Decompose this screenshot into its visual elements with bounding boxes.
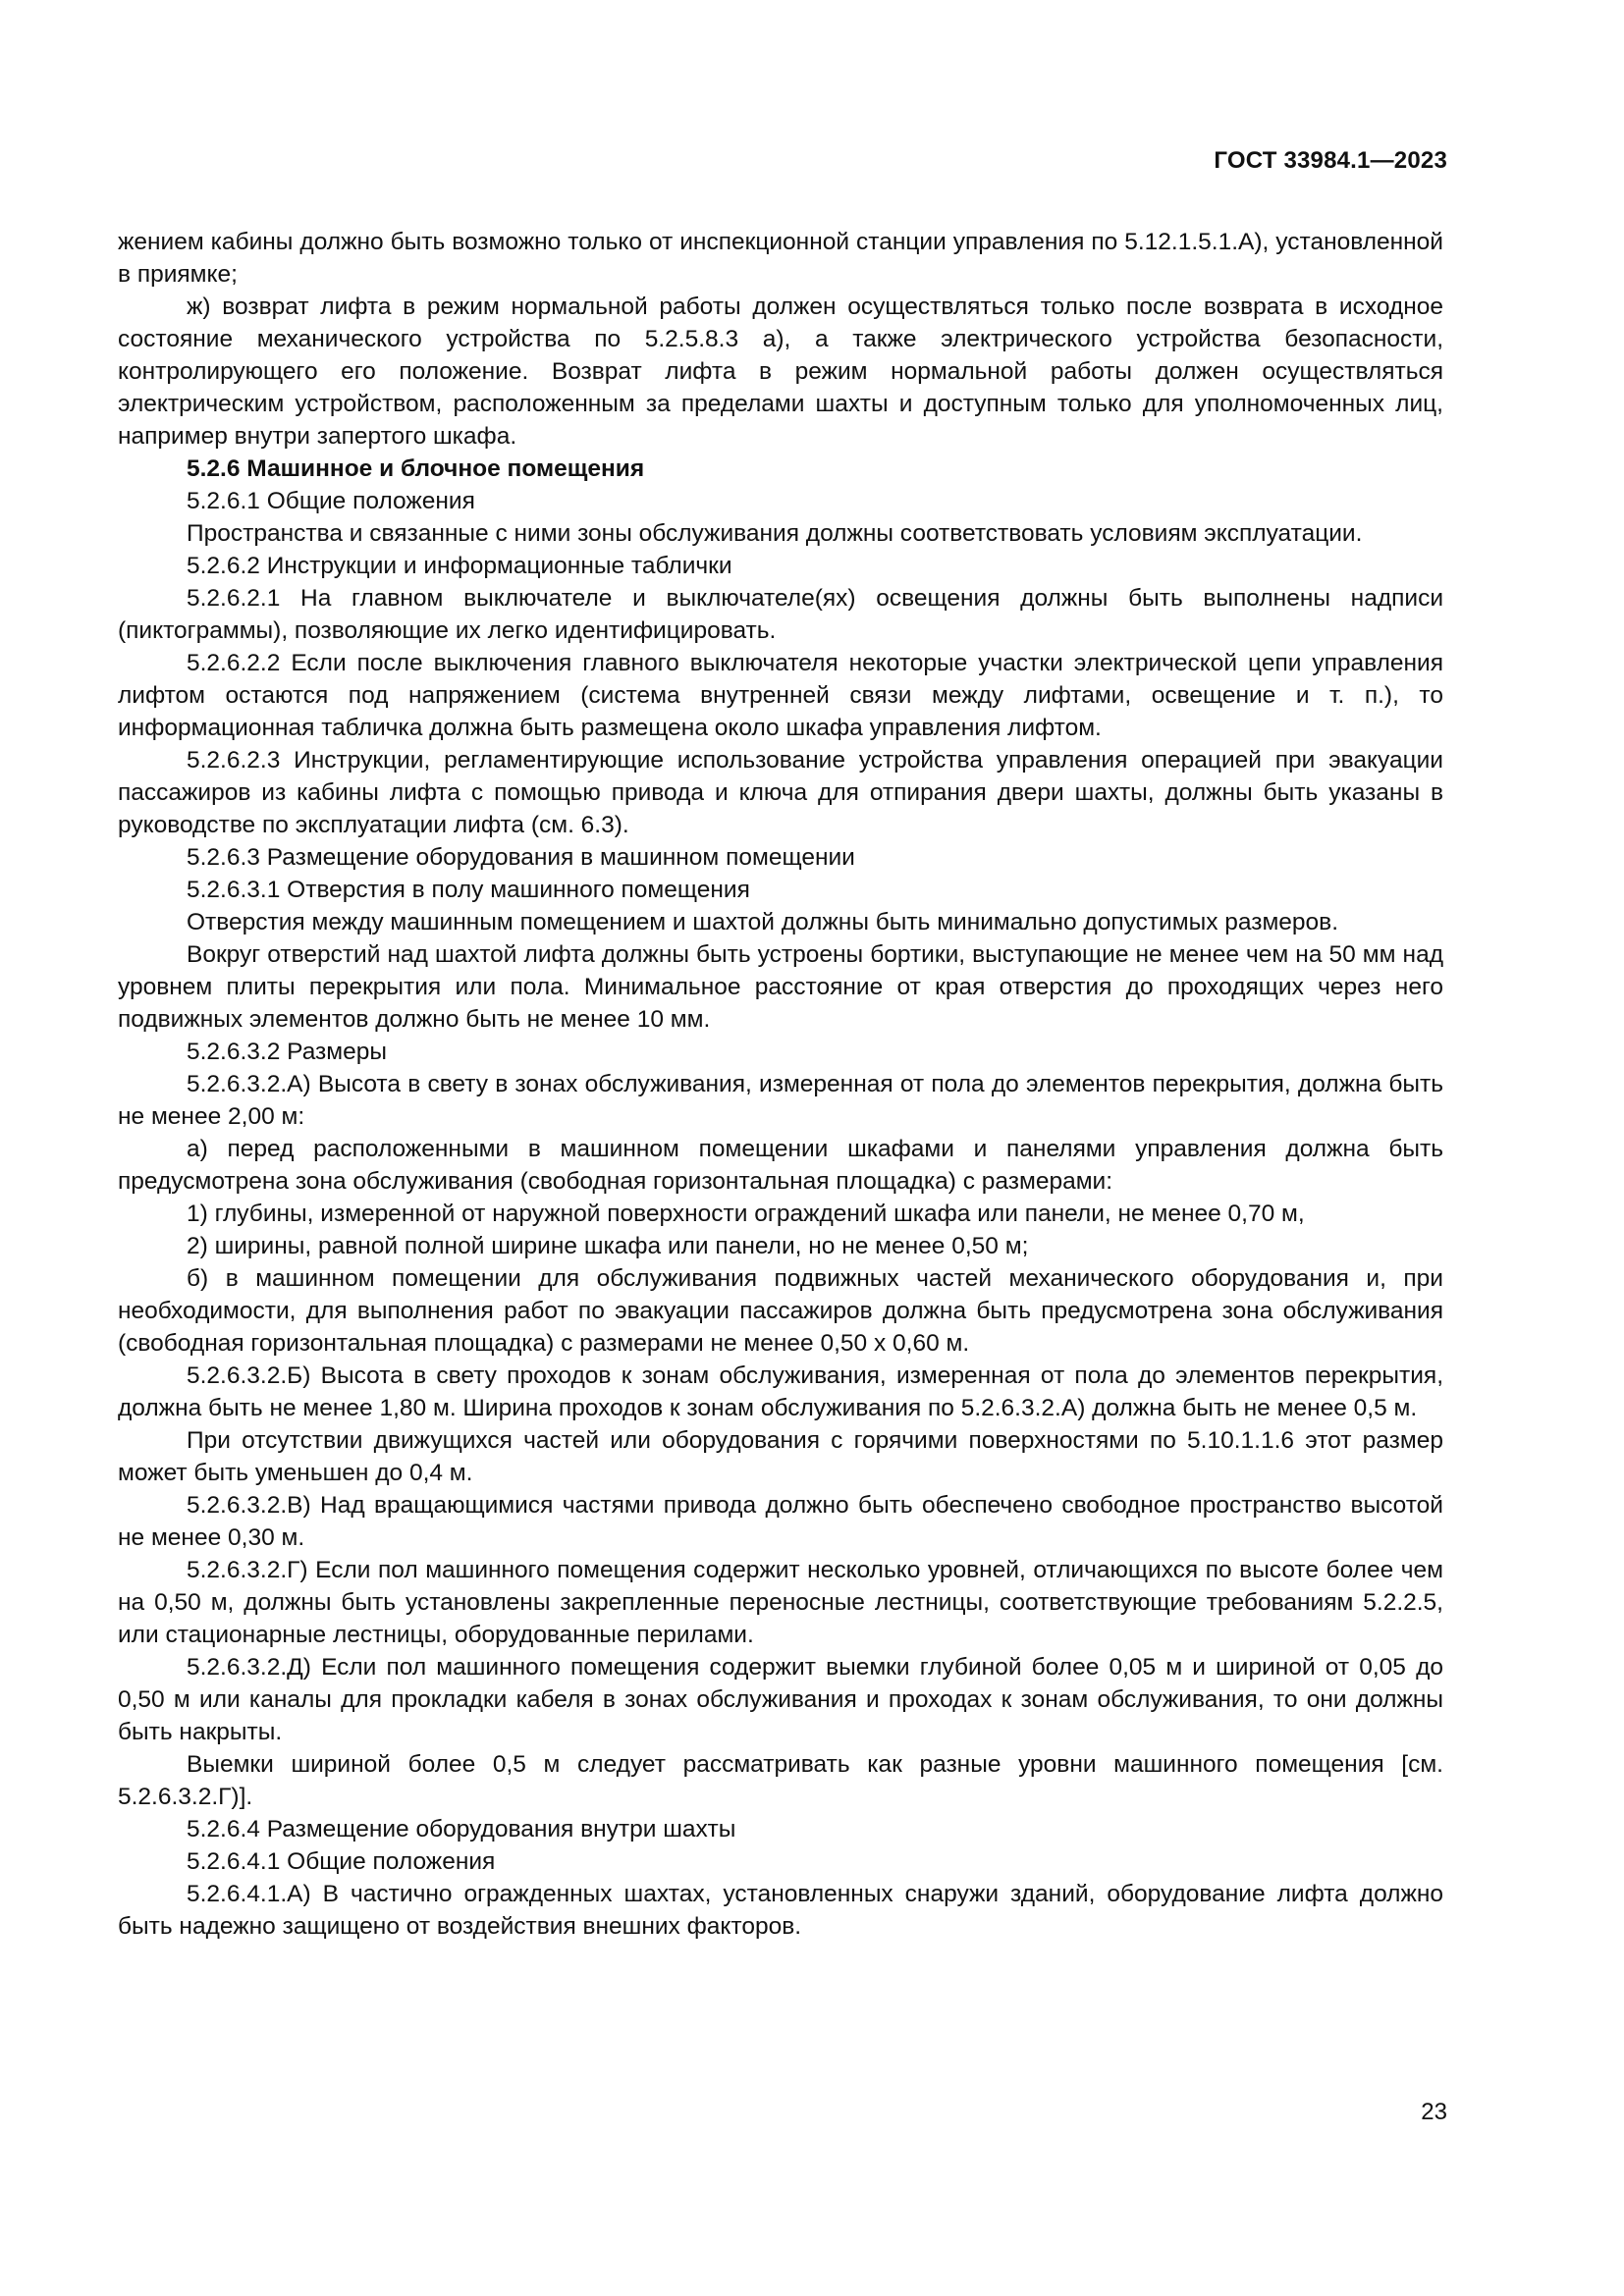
- page-number: 23: [1421, 2099, 1447, 2125]
- document-code: ГОСТ 33984.1—2023: [1214, 147, 1447, 174]
- document-body: [118, 226, 1443, 1943]
- paragraph: 2) ширины, равной полной ширине шкафа или панели, но не менее 0,50 м;: [187, 1233, 1029, 1259]
- paragraph: 5.2.6.1 Общие положения: [187, 488, 475, 514]
- paragraph: 5.2.6.2.2 Если после выключения главного выключателя некоторые участки электрической цепи управления лифтом остаются под напряжением (система внутренней связи между лифтами, освещение и т. п.), то информационная табличка должна быть размещена около шкафа управления лифтом.: [118, 650, 1443, 741]
- paragraph: 1) глубины, измеренной от наружной поверхности ограждений шкафа или панели, не менее 0,70 м,: [187, 1201, 1305, 1227]
- paragraph: б) в машинном помещении для обслуживания подвижных частей механического оборудования и, при необходимости, для выполнения работ по эвакуации пассажиров должна быть предусмотрена зона обслуживания (свободная горизонтальная площадка) с размерами не менее 0,50 x 0,60 м.: [118, 1265, 1443, 1357]
- page-header: [1214, 147, 1447, 175]
- paragraph: 5.2.6.4.1 Общие положения: [187, 1848, 496, 1875]
- section-heading: 5.2.6 Машинное и блочное помещения: [187, 455, 645, 482]
- paragraph: Отверстия между машинным помещением и шахтой должны быть минимально допустимых размеров.: [187, 909, 1339, 935]
- paragraph: 5.2.6.4 Размещение оборудования внутри шахты: [187, 1816, 736, 1842]
- paragraph: а) перед расположенными в машинном помещении шкафами и панелями управления должна быть предусмотрена зона обслуживания (свободная горизонтальная площадка) с размерами:: [118, 1136, 1443, 1195]
- paragraph: 5.2.6.3 Размещение оборудования в машинном помещении: [187, 844, 855, 871]
- paragraph: 5.2.6.4.1.А) В частично огражденных шахтах, установленных снаружи зданий, оборудование лифта должно быть надежно защищено от воздействия внешних факторов.: [118, 1881, 1443, 1940]
- paragraph: 5.2.6.3.2.Г) Если пол машинного помещения содержит несколько уровней, отличающихся по высоте более чем на 0,50 м, должны быть установлены закрепленные переносные лестницы, соответствующие требованиям 5.2.2.5, или стационарные лестницы, оборудованные перилами.: [118, 1557, 1443, 1648]
- page-footer: [1421, 2099, 1447, 2126]
- paragraph: 5.2.6.3.2.Д) Если пол машинного помещения содержит выемки глубиной более 0,05 м и шириной от 0,05 до 0,50 м или каналы для прокладки кабеля в зонах обслуживания и проходах к зонам обслуживания, то они должны быть накрыты.: [118, 1654, 1443, 1745]
- paragraph: 5.2.6.3.2.В) Над вращающимися частями привода должно быть обеспечено свободное пространство высотой не менее 0,30 м.: [118, 1492, 1443, 1551]
- paragraph: жением кабины должно быть возможно только от инспекционной станции управления по 5.12.1.5.1.А), установленной в приямке;: [118, 229, 1443, 288]
- paragraph: Вокруг отверстий над шахтой лифта должны быть устроены бортики, выступающие не менее чем на 50 мм над уровнем плиты перекрытия или пола. Минимальное расстояние от края отверстия до проходящих через него подвижных элементов должно быть не менее 10 мм.: [118, 941, 1443, 1033]
- paragraph: Выемки шириной более 0,5 м следует рассматривать как разные уровни машинного помещения [см. 5.2.6.3.2.Г)].: [118, 1751, 1443, 1810]
- paragraph: При отсутствии движущихся частей или оборудования с горячими поверхностями по 5.10.1.1.6 этот размер может быть уменьшен до 0,4 м.: [118, 1427, 1443, 1486]
- paragraph: 5.2.6.3.1 Отверстия в полу машинного помещения: [187, 877, 750, 903]
- paragraph: 5.2.6.2.3 Инструкции, регламентирующие использование устройства управления операцией при эвакуации пассажиров из кабины лифта с помощью привода и ключа для отпирания двери шахты, должны быть указаны в руководстве по эксплуатации лифта (см. 6.3).: [118, 747, 1443, 838]
- paragraph: 5.2.6.2.1 На главном выключателе и выключателе(ях) освещения должны быть выполнены надписи (пиктограммы), позволяющие их легко идентифицировать.: [118, 585, 1443, 644]
- paragraph: 5.2.6.2 Инструкции и информационные таблички: [187, 553, 732, 579]
- paragraph: Пространства и связанные с ними зоны обслуживания должны соответствовать условиям эксплуатации.: [187, 520, 1363, 547]
- paragraph: ж) возврат лифта в режим нормальной работы должен осуществляться только после возврата в исходное состояние механического устройства по 5.2.5.8.3 а), а также электрического устройства безопасности, контролирующего его положение. Возврат лифта в режим нормальной работы должен осуществляться электрическим устройством, расположенным за пределами шахты и доступным только для уполномоченных лиц, например внутри запертого шкафа.: [118, 294, 1443, 450]
- paragraph: 5.2.6.3.2.А) Высота в свету в зонах обслуживания, измеренная от пола до элементов перекрытия, должна быть не менее 2,00 м:: [118, 1071, 1443, 1130]
- paragraph: 5.2.6.3.2.Б) Высота в свету проходов к зонам обслуживания, измеренная от пола до элементов перекрытия, должна быть не менее 1,80 м. Ширина проходов к зонам обслуживания по 5.2.6.3.2.А) должна быть не менее 0,5 м.: [118, 1362, 1443, 1421]
- paragraph: 5.2.6.3.2 Размеры: [187, 1039, 387, 1065]
